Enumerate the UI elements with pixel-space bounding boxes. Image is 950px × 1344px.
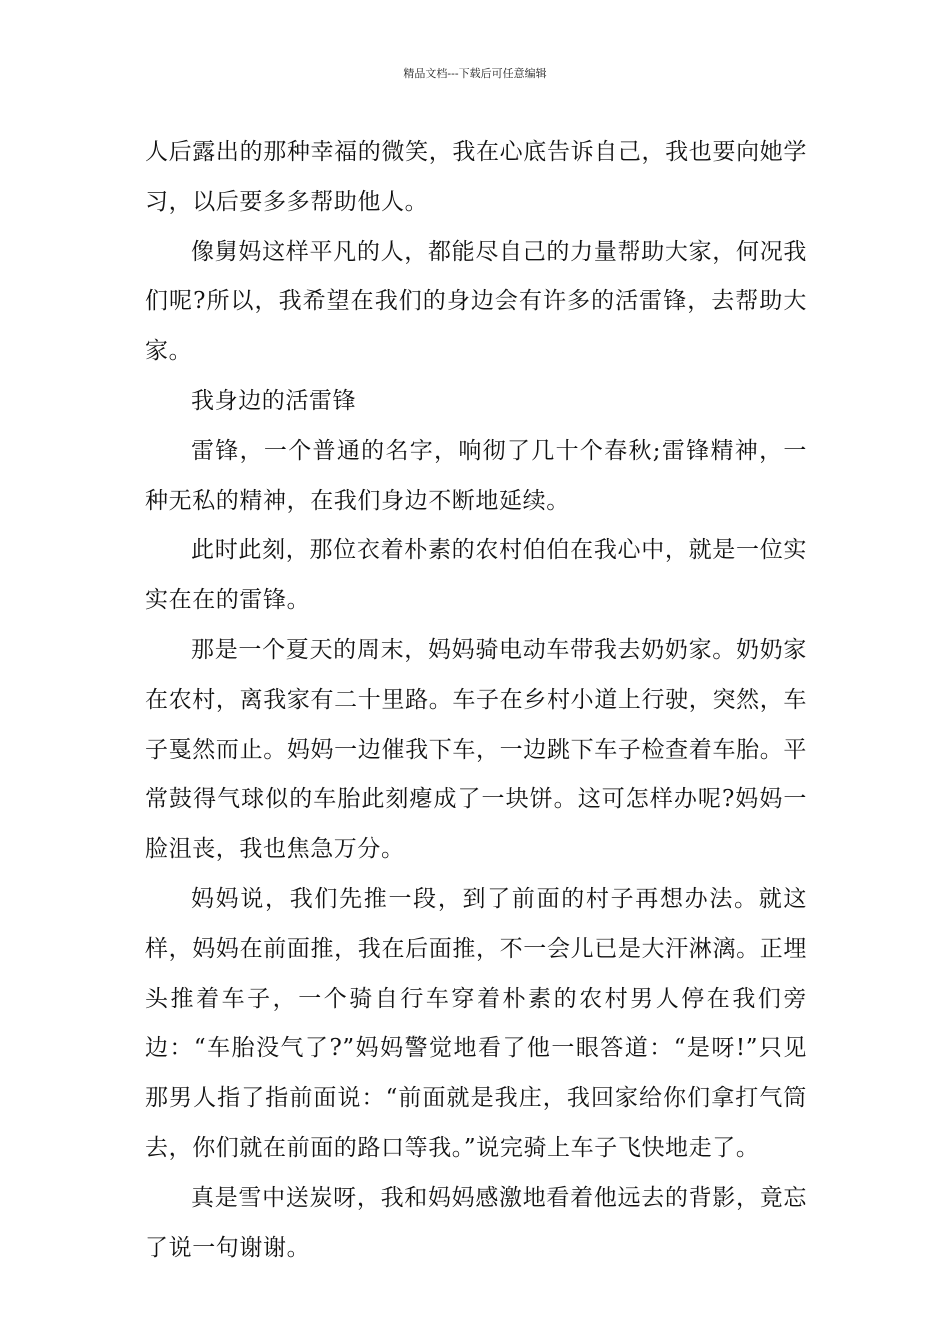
paragraph: 雷锋，一个普通的名字，响彻了几十个春秋;雷锋精神，一种无私的精神，在我们身边不断地延续。 xyxy=(145,437,807,514)
paragraph: 真是雪中送炭呀，我和妈妈感激地看着他远去的背影，竟忘了说一句谢谢。 xyxy=(145,1184,807,1261)
paragraph: 此时此刻，那位衣着朴素的农村伯伯在我心中，就是一位实实在在的雷锋。 xyxy=(145,537,807,614)
paragraph: 妈妈说，我们先推一段，到了前面的村子再想办法。就这样，妈妈在前面推，我在后面推，不一会儿已是大汗淋漓。正埋头推着车子，一个骑自行车穿着朴素的农村男人停在我们旁边：“车胎没气了?”妈妈警觉地看了他一眼答道：“是呀!”只见那男人指了指前面说：“前面就是我庄，我回家给你们拿打气筒去，你们就在前面的路口等我。”说完骑上车子飞快地走了。 xyxy=(145,885,807,1161)
page-header: 精品文档---下载后可任意编辑 xyxy=(403,67,547,80)
document-body xyxy=(145,128,807,1273)
paragraph: 像舅妈这样平凡的人，都能尽自己的力量帮助大家，何况我们呢?所以，我希望在我们的身边会有许多的活雷锋，去帮助大家。 xyxy=(145,238,807,365)
paragraph: 人后露出的那种幸福的微笑，我在心底告诉自己，我也要向她学习，以后要多多帮助他人。 xyxy=(145,139,807,215)
section-title: 我身边的活雷锋 xyxy=(191,387,357,414)
paragraph: 那是一个夏天的周末，妈妈骑电动车带我去奶奶家。奶奶家在农村，离我家有二十里路。车子在乡村小道上行驶，突然，车子戛然而止。妈妈一边催我下车，一边跳下车子检查着车胎。平常鼓得气球似的车胎此刻瘪成了一块饼。这可怎样办呢?妈妈一脸沮丧，我也焦急万分。 xyxy=(145,636,807,863)
